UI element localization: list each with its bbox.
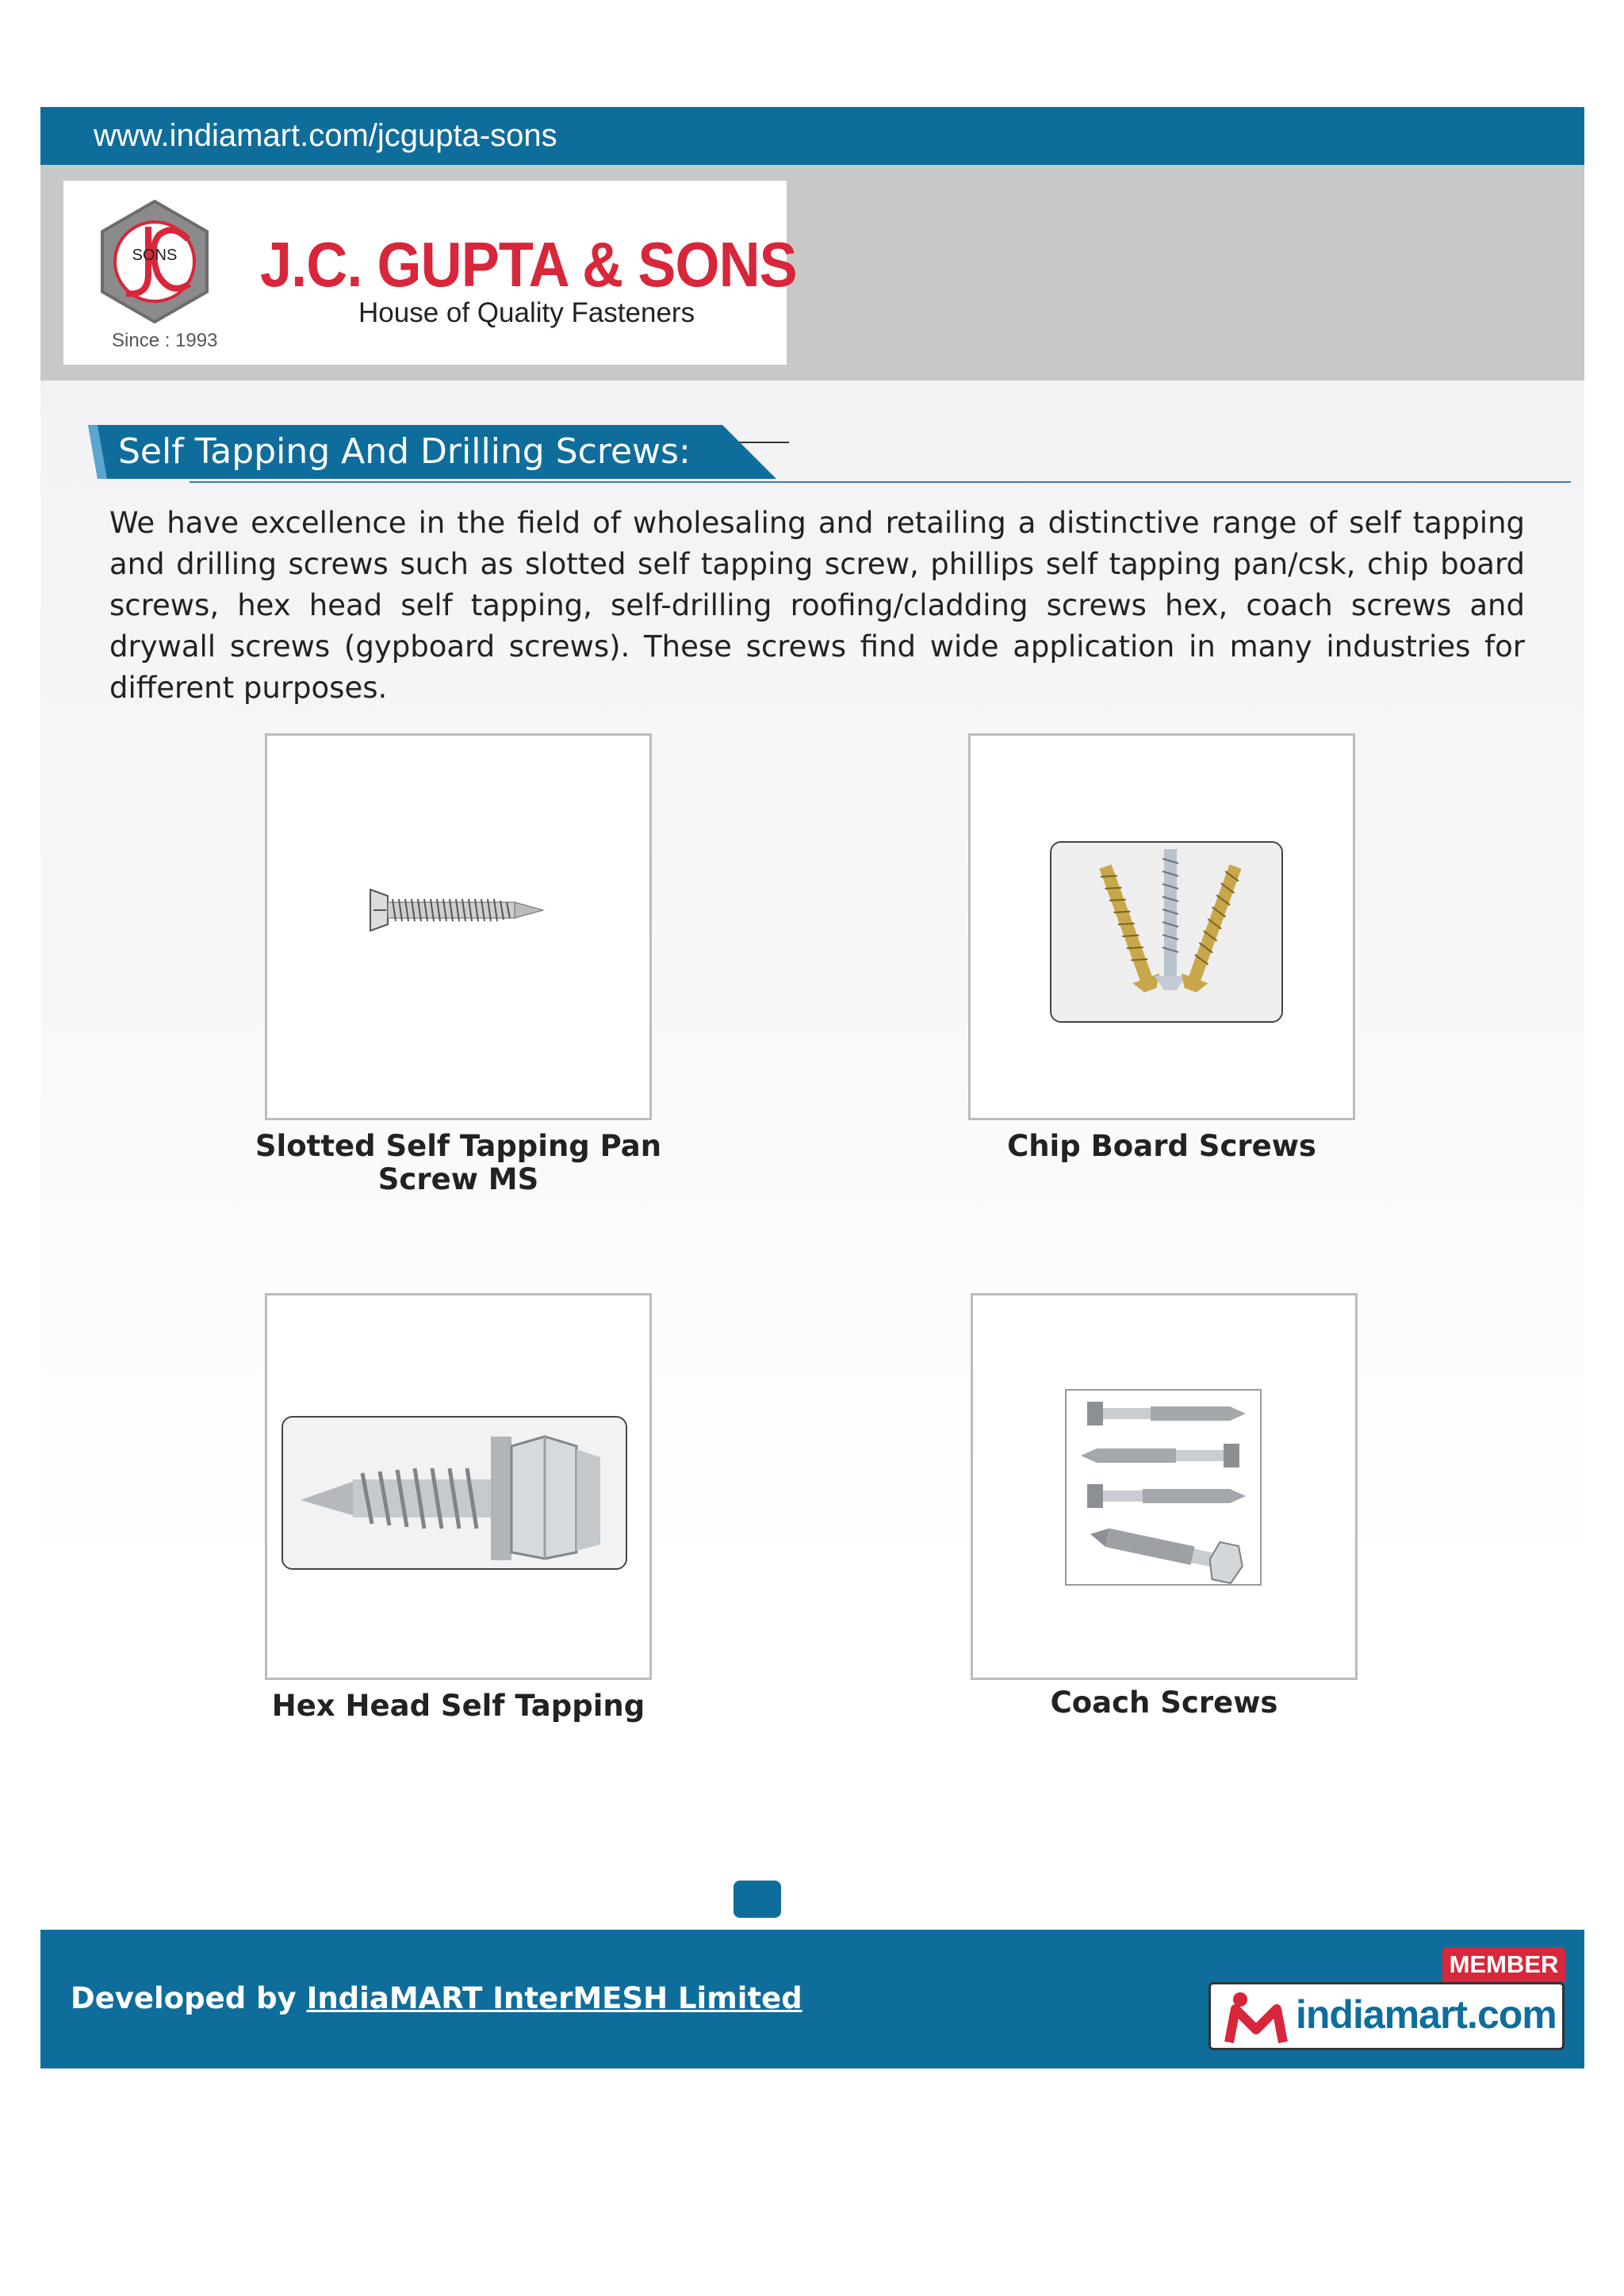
header-band [40, 165, 1584, 381]
developed-by-label: Developed by [71, 1981, 297, 2015]
product-caption[interactable]: Hex Head Self Tapping [271, 1689, 645, 1723]
footer [40, 1930, 1584, 2068]
indiamart-logo-icon [1224, 1988, 1289, 2045]
since-year: Since : 1993 [112, 330, 218, 351]
developer-credit [71, 1981, 802, 2015]
hex-head-screw-image [282, 1416, 627, 1570]
product-card-coach-screw[interactable] [971, 1293, 1358, 1680]
section-description: We have excellence in the field of wholesaling and retailing a distinctive range of self tapping and drilling screws such as slotted self tapping screw, phillips self tapping pan/csk, chip board screws, hex head self tapping, self-drilling roofing/cladding screws hex, coach screws and drywall screws (gypboard screws). These screws find wide application in many industries for different purposes. [109, 506, 1525, 705]
slotted-screw-image [367, 878, 550, 942]
url-bar[interactable] [40, 107, 1584, 165]
section-title: Self Tapping And Drilling Screws: [118, 431, 691, 472]
product-caption[interactable]: Slotted Self Tapping Pan Screw MS [255, 1129, 662, 1196]
company-tagline: House of Quality Fasteners [358, 297, 695, 328]
product-card-hex-head-screw[interactable] [265, 1293, 652, 1680]
section-rule [190, 481, 1571, 483]
logo-sons-text: SONS [132, 247, 178, 264]
company-name: J.C. GUPTA & SONS [260, 229, 797, 300]
coach-screws-image [1065, 1389, 1262, 1586]
indiamart-member-badge[interactable] [1208, 1947, 1565, 2050]
hex-nut-logo-icon [91, 198, 218, 325]
website-url[interactable]: www.indiamart.com/jcgupta-sons [94, 118, 557, 153]
brochure-page [40, 107, 1584, 2068]
product-caption[interactable]: Coach Screws [1050, 1686, 1278, 1720]
product-card-slotted-screw[interactable] [265, 733, 652, 1120]
chipboard-screws-image [1050, 841, 1283, 1023]
member-label: MEMBER [1442, 1947, 1565, 1982]
company-logo [63, 181, 797, 365]
product-card-chipboard-screw[interactable] [968, 733, 1355, 1120]
indiamart-brand: indiamart.com [1296, 1992, 1557, 2037]
page-indicator[interactable] [733, 1881, 781, 1918]
product-caption[interactable]: Chip Board Screws [1007, 1129, 1316, 1163]
developer-link[interactable]: IndiaMART InterMESH Limited [306, 1981, 802, 2015]
